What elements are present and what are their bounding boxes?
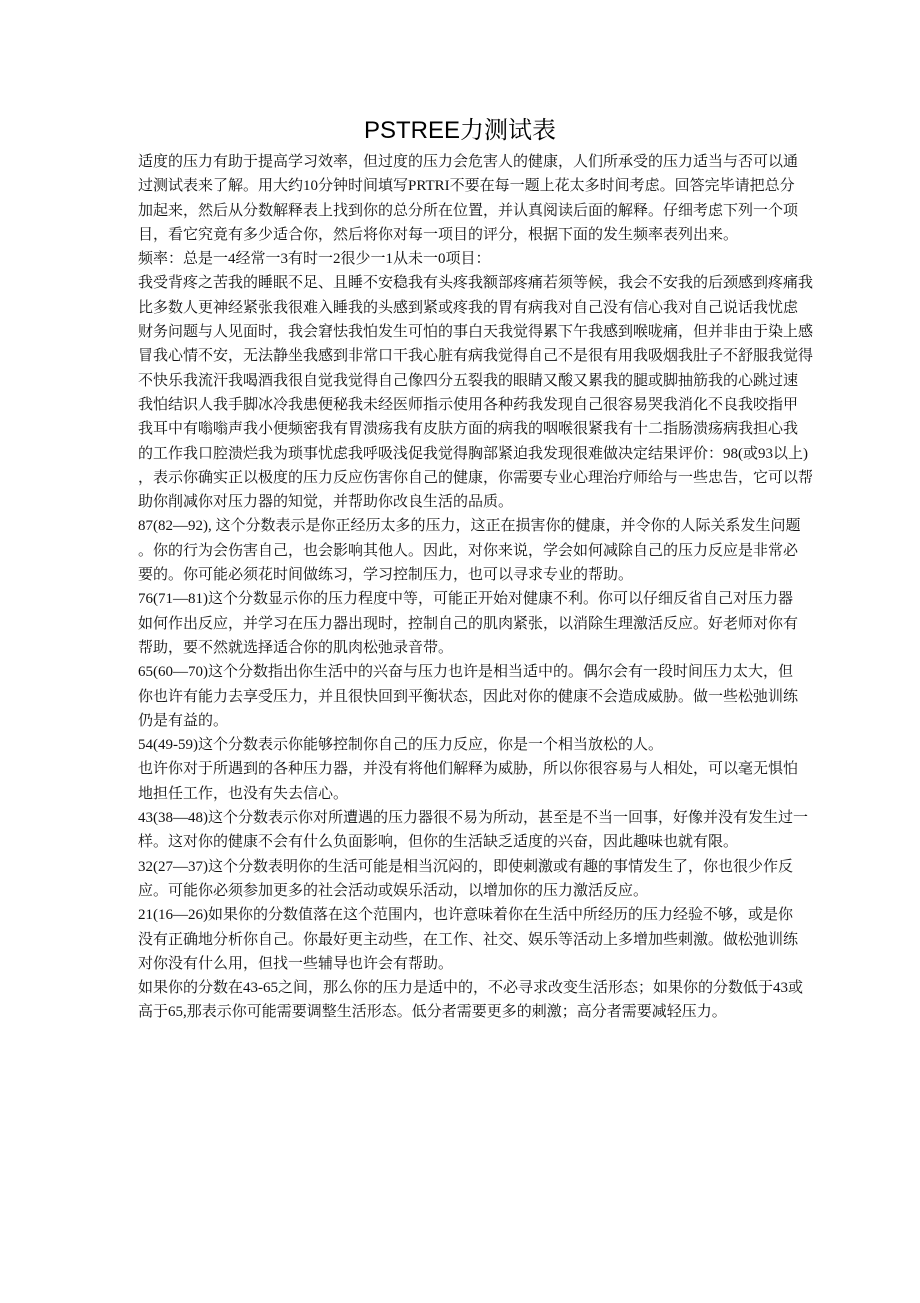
- items-line: 冒我心情不安，无法静坐我感到非常口干我心脏有病我觉得自己不是很有用我吸烟我肚子不舒服我觉得: [138, 348, 814, 365]
- frequency-scale: 频率：总是一4经常一3有时一2很少一1从未一0项目：: [138, 251, 491, 268]
- result-54-line: 也许你对于所遇到的各种压力器，并没有将他们解释为威胁，所以你很容易与人相处，可以毫无惧怕: [138, 761, 799, 778]
- result-76-line: 76(71—81)这个分数显示你的压力程度中等，可能正开始对健康不利。你可以仔细反省自己对压力器: [138, 591, 793, 608]
- items-line: 比多数人更神经紧张我很难入睡我的头感到紧或疼我的胃有病我对自己没有信心我对自己说话我忧虑: [138, 299, 799, 316]
- result-98-line: 助你削减你对压力器的知觉，并帮助你改良生活的品质。: [138, 494, 514, 511]
- items-line: 不快乐我流汗我喝酒我很自觉我觉得自己像四分五裂我的眼睛又酸又累我的腿或脚抽筋我的心跳过速: [138, 372, 799, 389]
- result-21-line: 21(16—26)如果你的分数值落在这个范围内，也许意味着你在生活中所经历的压力经验不够，或是你: [138, 907, 793, 924]
- result-54-line: 54(49-59)这个分数表示你能够控制你自己的压力反应，你是一个相当放松的人。: [138, 737, 663, 754]
- result-87-line: 要的。你可能必须花时间做练习，学习控制压力，也可以寻求专业的帮助。: [138, 567, 634, 584]
- items-line: 我怕结识人我手脚冰冷我患便秘我未经医师指示使用各种药我发现自己很容易哭我消化不良我咬指甲: [138, 396, 799, 413]
- result-43-line: 43(38—48)这个分数表示你对所遭遇的压力器很不易为所动，甚至是不当一回事，好像并没有发生过一: [138, 810, 808, 827]
- intro-line: 加起来，然后从分数解释表上找到你的总分所在位置，并认真阅读后面的解释。仔细考虑下列一个项: [138, 202, 799, 219]
- page-title: PSTREE力测试表: [363, 117, 557, 144]
- result-87-line: 87(82—92), 这个分数表示是你正经历太多的压力，这正在损害你的健康，并令你的人际关系发生问题: [138, 518, 801, 535]
- items-line: 的工作我口腔溃烂我为琐事忧虑我呼吸浅促我觉得胸部紧迫我发现很难做决定结果评价：98(或93以上): [138, 445, 808, 462]
- result-43-line: 样。这对你的健康不会有什么负面影响，但你的生活缺乏适度的兴奋，因此趣味也就有限。: [138, 834, 739, 851]
- items-line: 财务问题与人见面时，我会窘怯我怕发生可怕的事白天我觉得累下午我感到喉咙痛，但并非由于染上感: [138, 324, 814, 341]
- result-32-line: 应。可能你必须参加更多的社会活动或娱乐活动，以增加你的压力激活反应。: [138, 882, 649, 899]
- result-21-line: 没有正确地分析你自己。你最好更主动些，在工作、社交、娱乐等活动上多增加些刺激。做松弛训练: [138, 931, 799, 948]
- result-76-line: 如何作出反应，并学习在压力器出现时，控制自己的肌肉紧张，以消除生理激活反应。好老师对你有: [138, 615, 799, 632]
- result-54-line: 地担任工作，也没有失去信心。: [138, 785, 349, 802]
- result-32-line: 32(27—37)这个分数表明你的生活可能是相当沉闷的，即使刺激或有趣的事情发生了，你也很少作反: [138, 858, 793, 875]
- items-line: 我耳中有嗡嗡声我小便频密我有胃溃疡我有皮肤方面的病我的咽喉很紧我有十二指肠溃疡病我担心我: [138, 421, 799, 438]
- intro-line: 过测试表来了解。用大约10分钟时间填写PRTRI不要在每一题上花太多时间考虑。回答完毕请把总分: [138, 178, 795, 195]
- result-87-line: 。你的行为会伤害自己，也会影响其他人。因此，对你来说，学会如何减除自己的压力反应是非常必: [138, 542, 799, 559]
- document-body: [138, 150, 814, 1025]
- summary-line: 高于65,那表示你可能需要调整生活形态。低分者需要更多的刺激；高分者需要减轻压力。: [138, 1004, 727, 1021]
- intro-line: 适度的压力有助于提高学习效率，但过度的压力会危害人的健康，人们所承受的压力适当与否可以通: [138, 154, 799, 170]
- result-65-line: 仍是有益的。: [138, 712, 229, 729]
- items-line: 我受背疼之苦我的睡眠不足、且睡不安稳我有头疼我额部疼痛若须等候，我会不安我的后颈感到疼痛我: [138, 275, 814, 292]
- result-65-line: 65(60—70)这个分数指出你生活中的兴奋与压力也许是相当适中的。偶尔会有一段时间压力太大，但: [138, 664, 793, 681]
- result-98-line: ，表示你确实正以极度的压力反应伤害你自己的健康，你需要专业心理治疗师给与一些忠告，它可以帮: [138, 469, 814, 486]
- result-65-line: 你也许有能力去享受压力，并且很快回到平衡状态，因此对你的健康不会造成威胁。做一些松弛训练: [138, 688, 799, 705]
- intro-line: 目，看它究竟有多少适合你，然后将你对每一项目的评分，根据下面的发生频率表列出来。: [138, 226, 739, 243]
- result-76-line: 帮助，要不然就选择适合你的肌肉松弛录音带。: [138, 639, 454, 656]
- result-21-line: 对你没有什么用，但找一些辅导也许会有帮助。: [138, 955, 454, 972]
- summary-line: 如果你的分数在43-65之间，那么你的压力是适中的，不必寻求改变生活形态；如果你的分数低于43或: [138, 980, 803, 997]
